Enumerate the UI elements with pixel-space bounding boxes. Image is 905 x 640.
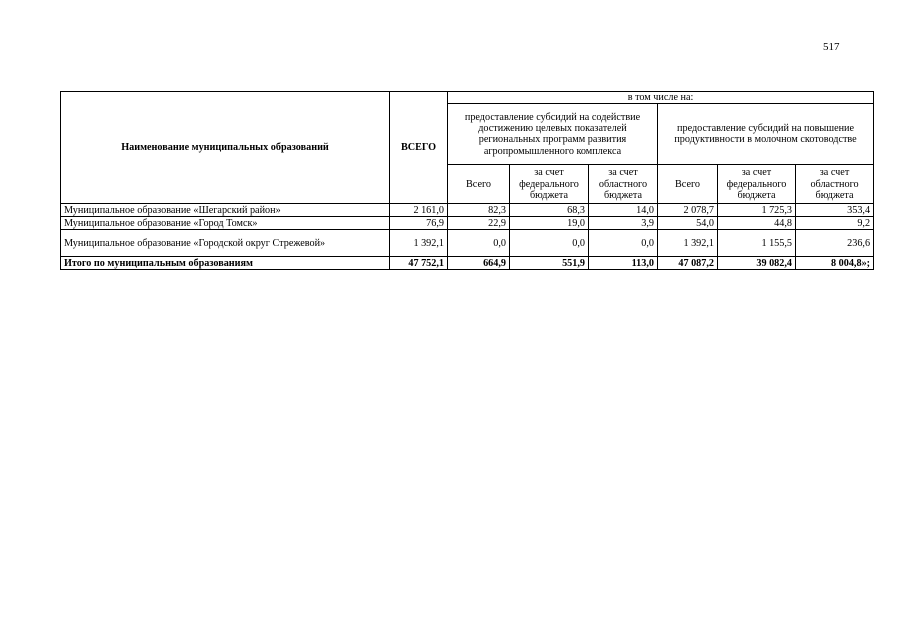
row-g1-federal: 68,3 bbox=[510, 204, 589, 217]
header-g1-regional: за счет областного бюджета bbox=[589, 165, 658, 204]
total-row-g2-federal: 39 082,4 bbox=[718, 257, 796, 270]
row-g2-total: 1 392,1 bbox=[658, 230, 718, 257]
header-name-column: Наименование муниципальных образований bbox=[61, 92, 390, 204]
row-g1-total: 82,3 bbox=[448, 204, 510, 217]
total-row-g1-federal: 551,9 bbox=[510, 257, 589, 270]
header-g2-regional: за счет областного бюджета bbox=[796, 165, 874, 204]
row-g1-total: 0,0 bbox=[448, 230, 510, 257]
total-row-g2-total: 47 087,2 bbox=[658, 257, 718, 270]
row-name: Муниципальное образование «Шегарский район» bbox=[61, 204, 390, 217]
page-number: 517 bbox=[823, 41, 840, 53]
row-g1-regional: 14,0 bbox=[589, 204, 658, 217]
header-including: в том числе на: bbox=[448, 92, 874, 104]
row-g2-total: 54,0 bbox=[658, 217, 718, 230]
header-g1-federal: за счет федерального бюджета bbox=[510, 165, 589, 204]
row-name: Муниципальное образование «Городской округ Стрежевой» bbox=[61, 230, 390, 257]
row-total: 1 392,1 bbox=[390, 230, 448, 257]
header-total-column: ВСЕГО bbox=[390, 92, 448, 204]
row-g1-federal: 19,0 bbox=[510, 217, 589, 230]
row-g2-regional: 353,4 bbox=[796, 204, 874, 217]
row-total: 76,9 bbox=[390, 217, 448, 230]
row-total: 2 161,0 bbox=[390, 204, 448, 217]
table-row bbox=[61, 230, 874, 257]
row-g1-total: 22,9 bbox=[448, 217, 510, 230]
header-g1-total: Всего bbox=[448, 165, 510, 204]
total-row-total: 47 752,1 bbox=[390, 257, 448, 270]
table-total-row bbox=[61, 257, 874, 270]
header-group-agro-complex: предоставление субсидий на содействие достижению целевых показателей региональных программ развития агропромышленного комплекса bbox=[448, 104, 658, 165]
row-g2-federal: 1 155,5 bbox=[718, 230, 796, 257]
header-g2-federal: за счет федерального бюджета bbox=[718, 165, 796, 204]
total-row-name: Итого по муниципальным образованиям bbox=[61, 257, 390, 270]
subsidy-table bbox=[60, 91, 874, 270]
row-g2-federal: 44,8 bbox=[718, 217, 796, 230]
total-row-g2-regional: 8 004,8»; bbox=[796, 257, 874, 270]
row-g1-federal: 0,0 bbox=[510, 230, 589, 257]
row-g2-federal: 1 725,3 bbox=[718, 204, 796, 217]
total-row-g1-regional: 113,0 bbox=[589, 257, 658, 270]
row-g1-regional: 3,9 bbox=[589, 217, 658, 230]
header-group-dairy: предоставление субсидий на повышение продуктивности в молочном скотоводстве bbox=[658, 104, 874, 165]
header-g2-total: Всего bbox=[658, 165, 718, 204]
table-row bbox=[61, 204, 874, 217]
total-row-g1-total: 664,9 bbox=[448, 257, 510, 270]
row-g2-regional: 236,6 bbox=[796, 230, 874, 257]
row-g1-regional: 0,0 bbox=[589, 230, 658, 257]
table-row bbox=[61, 217, 874, 230]
row-name: Муниципальное образование «Город Томск» bbox=[61, 217, 390, 230]
row-g2-regional: 9,2 bbox=[796, 217, 874, 230]
row-g2-total: 2 078,7 bbox=[658, 204, 718, 217]
